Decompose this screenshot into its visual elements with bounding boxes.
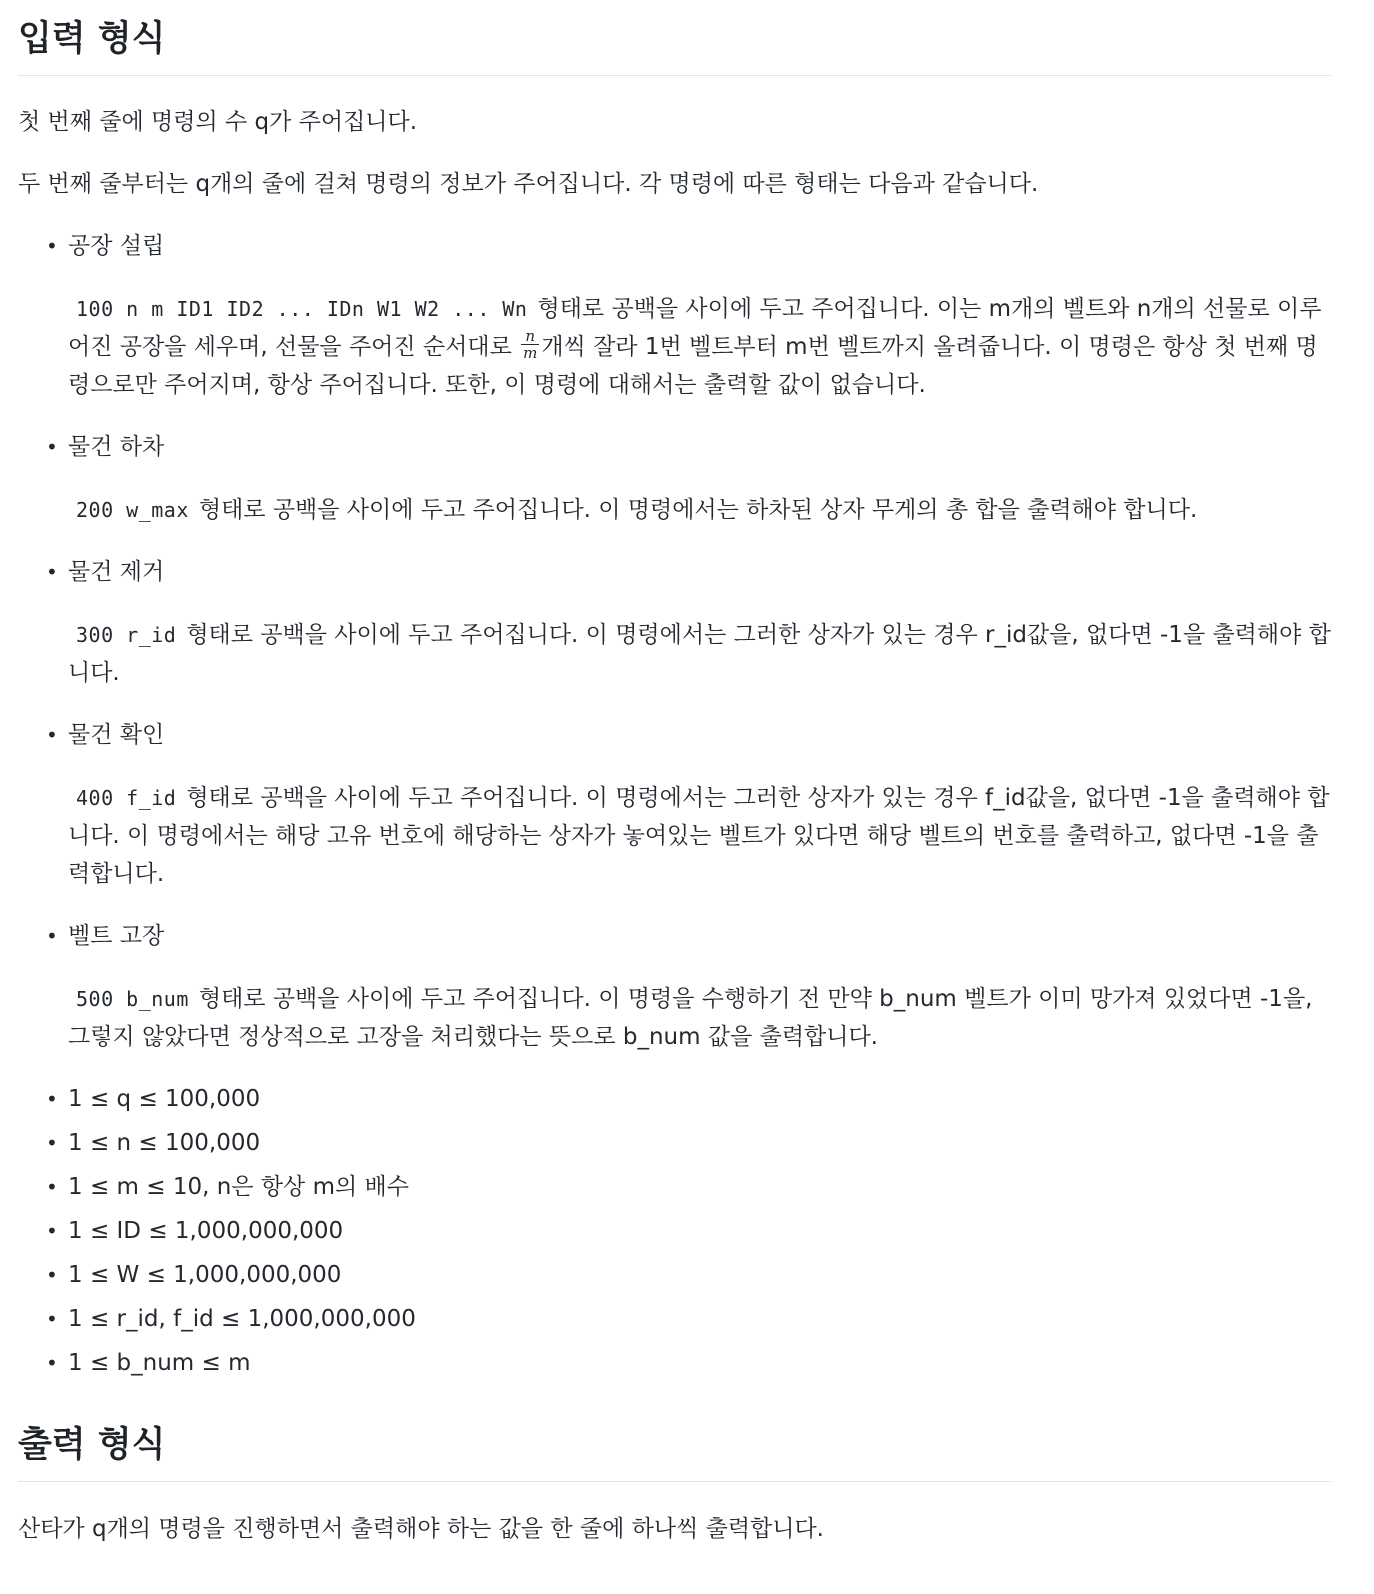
constraint-item (46, 1168, 1331, 1206)
bullet-icon: • (46, 435, 58, 459)
command-title: 물건 하차 (68, 434, 165, 460)
command-desc-text: 형태로 공백을 사이에 두고 주어집니다. 이 명령에서는 하차된 상자 무게의 총 합을 출력해야 합니다. (198, 497, 1198, 523)
bullet-icon: • (46, 924, 58, 948)
constraint-text: 1 ≤ m ≤ 10, n은 항상 m의 배수 (68, 1174, 409, 1200)
bullet-icon: • (46, 234, 58, 258)
constraint-item (46, 1300, 1331, 1338)
command-item-check (46, 716, 1331, 893)
fraction-n-over-m (521, 328, 539, 361)
command-title: 공장 설립 (68, 233, 165, 259)
bullet-icon: • (46, 1131, 58, 1155)
command-code: 400 f_id (76, 786, 177, 810)
command-description (68, 779, 1331, 893)
fraction-numerator: n (521, 328, 539, 345)
constraint-text: 1 ≤ b_num ≤ m (68, 1350, 251, 1376)
output-format-heading: 출력 형식 (18, 1406, 1331, 1482)
constraint-item (46, 1080, 1331, 1118)
constraint-text: 1 ≤ ID ≤ 1,000,000,000 (68, 1218, 344, 1244)
command-desc-text: 형태로 공백을 사이에 두고 주어집니다. 이는 m개의 벨트와 n개의 선물로 이루어진 공장을 세우며, 선물을 주어진 순서대로 (68, 296, 1322, 360)
constraint-text: 1 ≤ q ≤ 100,000 (68, 1086, 261, 1112)
bullet-icon: • (46, 1175, 58, 1199)
command-list (18, 227, 1331, 1056)
command-description (68, 491, 1331, 529)
bullet-icon: • (46, 1307, 58, 1331)
input-intro-line-1: 첫 번째 줄에 명령의 수 q가 주어집니다. (18, 109, 418, 135)
bullet-icon: • (46, 723, 58, 747)
command-description (68, 616, 1331, 692)
command-code: 200 w_max (76, 498, 189, 522)
command-code: 100 n m ID1 ID2 ... IDn W1 W2 ... Wn (76, 297, 528, 321)
constraint-item (46, 1212, 1331, 1250)
output-description: 산타가 q개의 명령을 진행하면서 출력해야 하는 값을 한 줄에 하나씩 출력합니다. (18, 1516, 824, 1542)
constraint-text: 1 ≤ n ≤ 100,000 (68, 1130, 261, 1156)
constraint-text: 1 ≤ r_id, f_id ≤ 1,000,000,000 (68, 1306, 416, 1332)
command-item-unload (46, 428, 1331, 529)
command-desc-text: 형태로 공백을 사이에 두고 주어집니다. 이 명령에서는 그러한 상자가 있는 경우 f_id값을, 없다면 -1을 출력해야 합니다. 이 명령에서는 해당 고유 번호에 해당하는 상자가 놓여있는 벨트가 있다면 해당 벨트의 번호를 출력하고, 없다면 -1을 출력합니다. (68, 785, 1330, 887)
command-item-remove (46, 553, 1331, 692)
command-code: 300 r_id (76, 623, 177, 647)
command-description (68, 290, 1331, 404)
command-title: 물건 확인 (68, 722, 165, 748)
input-intro-line-2: 두 번째 줄부터는 q개의 줄에 걸쳐 명령의 정보가 주어집니다. 각 명령에 따른 형태는 다음과 같습니다. (18, 171, 1039, 197)
command-code: 500 b_num (76, 987, 189, 1011)
command-title: 벨트 고장 (68, 923, 165, 949)
constraint-item (46, 1124, 1331, 1162)
bullet-icon: • (46, 560, 58, 584)
bullet-icon: • (46, 1351, 58, 1375)
constraint-list (18, 1080, 1331, 1382)
constraint-item (46, 1256, 1331, 1294)
command-item-factory-setup (46, 227, 1331, 404)
bullet-icon: • (46, 1219, 58, 1243)
command-title: 물건 제거 (68, 559, 165, 585)
command-desc-text: 형태로 공백을 사이에 두고 주어집니다. 이 명령에서는 그러한 상자가 있는 경우 r_id값을, 없다면 -1을 출력해야 합니다. (68, 622, 1331, 686)
constraint-item (46, 1344, 1331, 1382)
fraction-denominator: m (523, 344, 538, 362)
command-description (68, 980, 1331, 1056)
bullet-icon: • (46, 1263, 58, 1287)
command-item-belt-failure (46, 917, 1331, 1056)
constraint-text: 1 ≤ W ≤ 1,000,000,000 (68, 1262, 342, 1288)
command-desc-text-continued: 개씩 잘라 1번 벨트부터 m번 벨트까지 올려줍니다. 이 명령은 항상 첫 번째 명령으로만 주어지며, 항상 주어집니다. 또한, 이 명령에 대해서는 출력할 값이 없습니다. (68, 334, 1318, 398)
command-desc-text: 형태로 공백을 사이에 두고 주어집니다. 이 명령을 수행하기 전 만약 b_num 벨트가 이미 망가져 있었다면 -1을, 그렇지 않았다면 정상적으로 고장을 처리했다는 뜻으로 b_num 값을 출력합니다. (68, 986, 1313, 1050)
bullet-icon: • (46, 1087, 58, 1111)
input-format-heading: 입력 형식 (18, 0, 1331, 76)
